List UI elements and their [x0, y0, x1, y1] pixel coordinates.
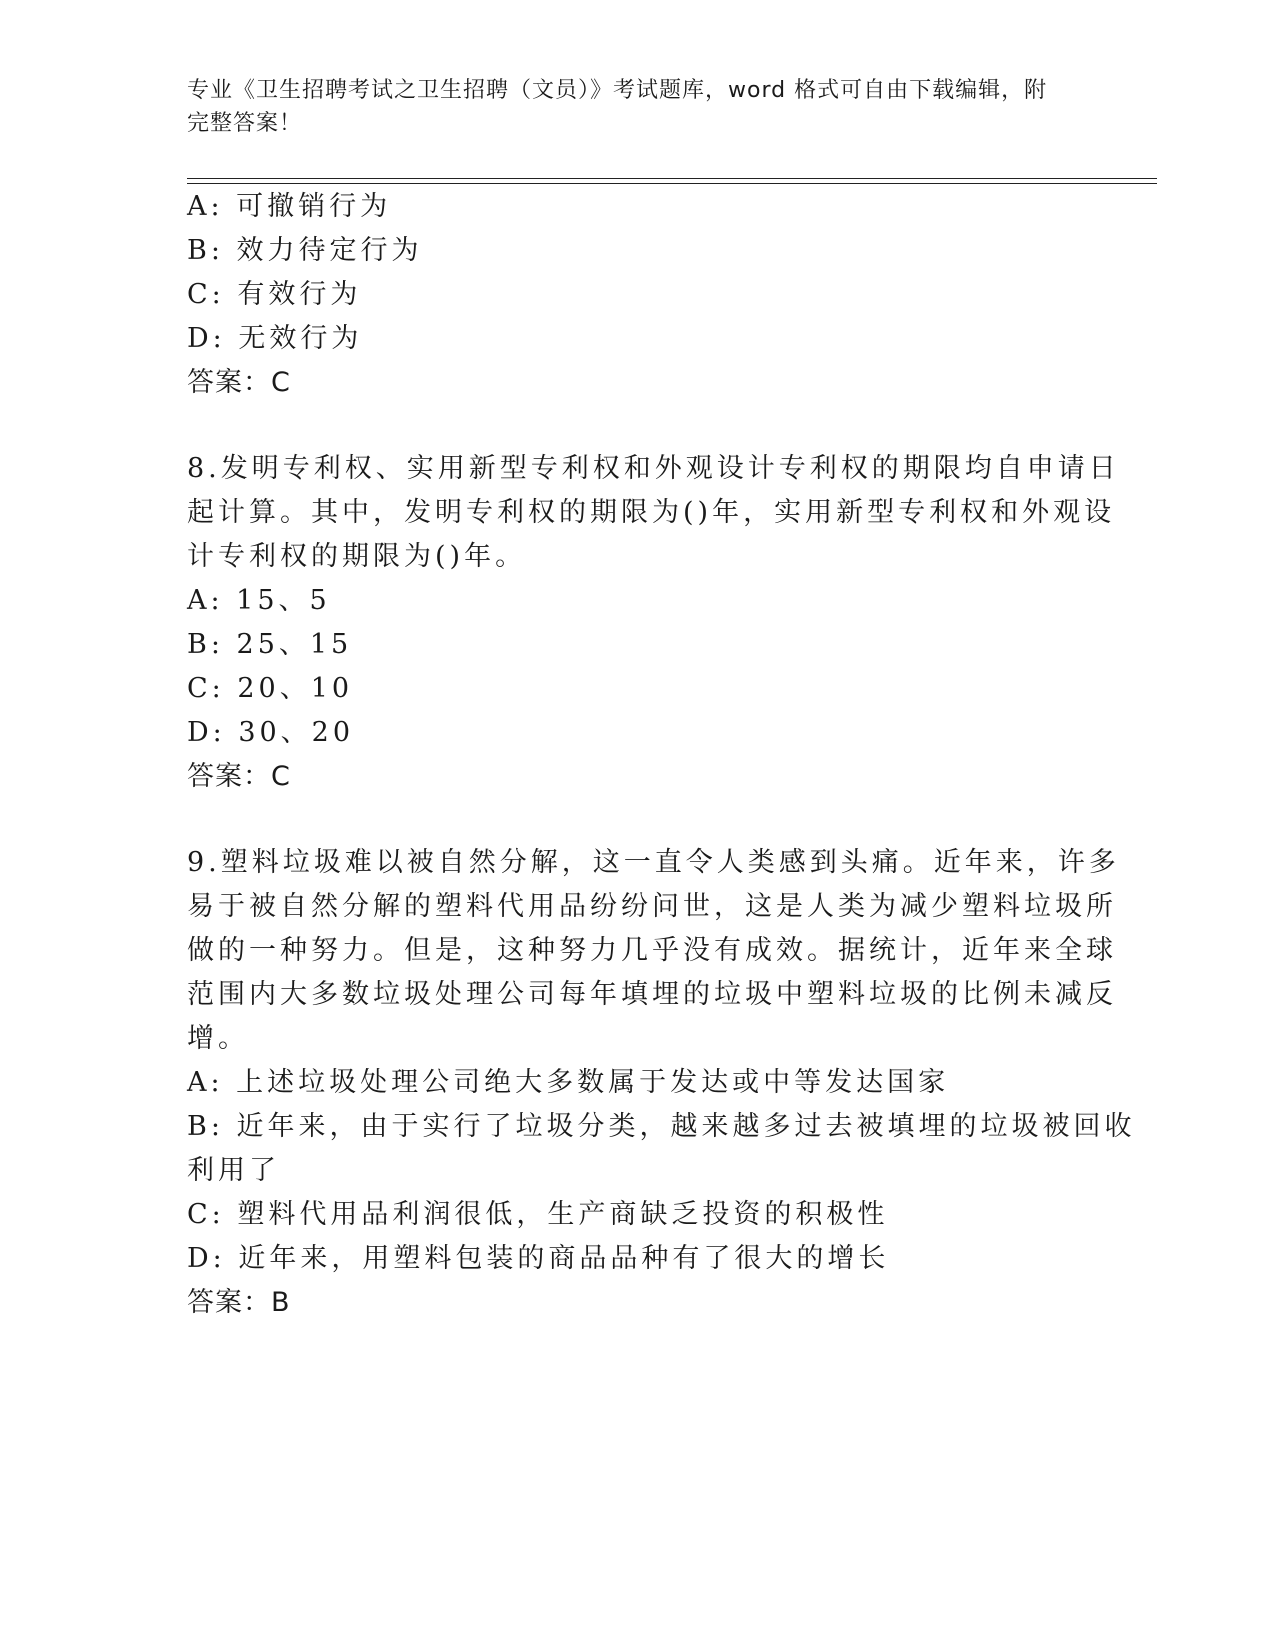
q9-option-b: B: 近年来，由于实行了垃圾分类，越来越多过去被填埋的垃圾被回收 [187, 1111, 1136, 1142]
q9-text-line-3: 做的一种努力。但是，这种努力几乎没有成效。据统计，近年来全球 [187, 935, 1117, 966]
q8-option-c: C: 20、10 [187, 673, 354, 704]
q9-option-c: C: 塑料代用品利润很低，生产商缺乏投资的积极性 [187, 1199, 889, 1230]
q7-option-b: B: 效力待定行为 [187, 235, 423, 266]
q9-option-d: D: 近年来，用塑料包装的商品品种有了很大的增长 [187, 1243, 890, 1274]
q7-option-a: A: 可撤销行为 [187, 191, 392, 222]
q9-text-line-1: 9.塑料垃圾难以被自然分解，这一直令人类感到头痛。近年来，许多 [187, 847, 1120, 878]
q9-text-line-5: 增。 [187, 1023, 249, 1054]
q9-text-line-2: 易于被自然分解的塑料代用品纷纷问世，这是人类为减少塑料垃圾所 [187, 891, 1117, 922]
q8-option-d: D: 30、20 [187, 717, 355, 748]
q9-option-b-continued: 利用了 [187, 1155, 280, 1186]
q8-answer: 答案：C [187, 761, 291, 792]
header-divider-top [187, 178, 1157, 179]
q7-option-c: C: 有效行为 [187, 279, 362, 310]
q7-answer: 答案：C [187, 367, 291, 398]
q9-answer: 答案：B [187, 1287, 291, 1318]
document-header: 专业《卫生招聘考试之卫生招聘（文员）》考试题库，word 格式可自由下载编辑，附完整答案！ [187, 78, 1048, 136]
q8-option-b: B: 25、15 [187, 629, 353, 660]
q8-text-line-3: 计专利权的期限为()年。 [187, 541, 527, 572]
q8-text-line-1: 8.发明专利权、实用新型专利权和外观设计专利权的期限均自申请日 [187, 453, 1120, 484]
q9-option-a: A: 上述垃圾处理公司绝大多数属于发达或中等发达国家 [187, 1067, 950, 1098]
q8-option-a: A: 15、5 [187, 585, 331, 616]
q8-text-line-2: 起计算。其中，发明专利权的期限为()年，实用新型专利权和外观设 [187, 497, 1116, 528]
q7-option-d: D: 无效行为 [187, 323, 363, 354]
q9-text-line-4: 范围内大多数垃圾处理公司每年填埋的垃圾中塑料垃圾的比例未减反 [187, 979, 1117, 1010]
